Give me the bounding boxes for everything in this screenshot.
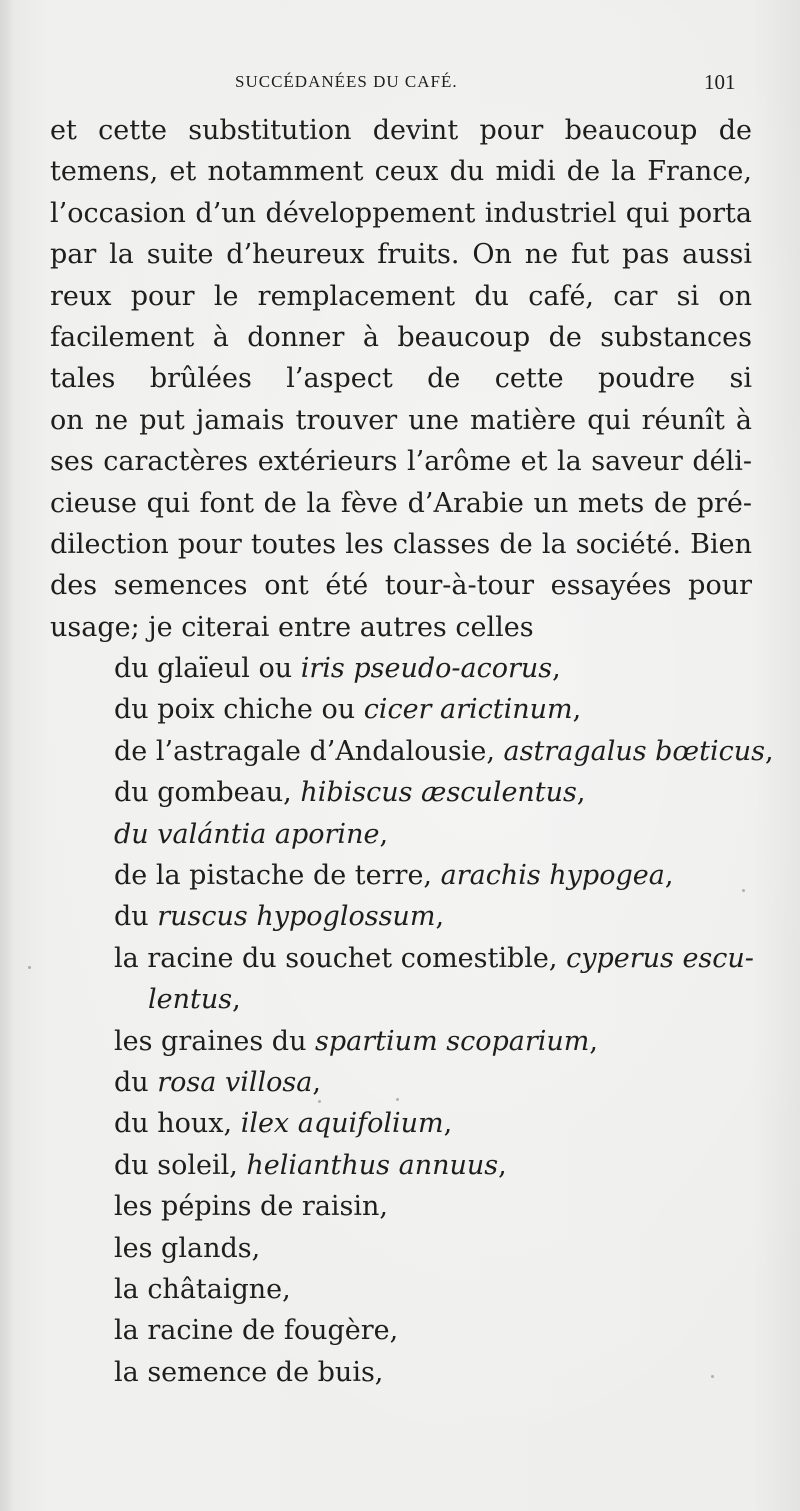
latin-name: spartium scoparium <box>315 1025 590 1057</box>
print-speck <box>396 1098 399 1101</box>
list-item <box>50 1145 752 1186</box>
text-line: et cette substitution devint pour beaucoup de <box>50 115 752 146</box>
latin-name: arachis hypogea <box>440 860 665 892</box>
list-item-text: du glaïeul ou <box>114 653 301 685</box>
list-item-text: la semence de buis, <box>114 1356 384 1388</box>
latin-name: cyperus escu- <box>566 942 754 974</box>
text-line: on ne put jamais trouver une matière qui réunît à <box>50 404 752 436</box>
running-header <box>0 66 800 102</box>
list-item <box>50 1062 752 1103</box>
list-item <box>50 896 752 937</box>
text-line: par la suite d’heureux fruits. On ne fut pas aussi <box>50 239 752 271</box>
list-item-text: , <box>552 653 561 685</box>
running-head-title: SUCCÉDANÉES DU CAFÉ. <box>235 72 458 91</box>
print-speck <box>28 966 31 969</box>
latin-name: cicer arictinum <box>363 694 573 726</box>
list-item <box>50 1352 752 1393</box>
list-item-text: du gombeau, <box>114 777 301 809</box>
list-item-text: , <box>589 1025 598 1057</box>
list-item <box>50 979 752 1020</box>
latin-name: helianthus annuus <box>246 1149 499 1181</box>
latin-name: ilex aquifolium <box>240 1108 444 1140</box>
list-item-text: de la pistache de terre, <box>114 860 441 892</box>
list-item <box>50 772 752 813</box>
list-item-text: , <box>312 1066 321 1098</box>
print-speck <box>318 1100 321 1103</box>
list-item-text: , <box>379 818 389 850</box>
text-line: facilement à donner à beaucoup de substances <box>50 321 752 353</box>
list-item <box>50 855 752 896</box>
text-line: ses caractères extérieurs l’arôme et la saveur déli- <box>50 446 752 478</box>
list-item-text: du houx, <box>114 1108 241 1140</box>
list-item <box>50 1186 752 1227</box>
latin-name: hibiscus æsculentus <box>300 777 577 809</box>
latin-name: ruscus hypoglossum <box>157 901 436 933</box>
list-item-text: la racine de fougère, <box>114 1315 399 1347</box>
list-item-text: , <box>572 694 582 726</box>
list-item-text: , <box>498 1149 507 1181</box>
list-item <box>50 648 752 689</box>
list-item-text: du <box>114 901 158 933</box>
page-edge-shadow <box>0 0 14 1511</box>
list-item <box>50 1310 752 1351</box>
list-item-text: , <box>664 860 674 892</box>
list-item <box>50 731 774 772</box>
list-item-text: du soleil, <box>114 1149 247 1181</box>
latin-name: du valántia aporine <box>114 818 380 850</box>
list-item <box>50 1021 752 1062</box>
list-item-text: , <box>232 984 241 1016</box>
list-item-text: les graines du <box>114 1025 316 1057</box>
list-item <box>50 1228 752 1269</box>
text-line: cieuse qui font de la fève d’Arabie un mets de pré- <box>50 487 752 519</box>
list-item-text: la châtaigne, <box>114 1273 291 1305</box>
list-item <box>50 689 752 730</box>
body-text <box>50 110 774 1393</box>
text-line: tales brûlées l’aspect de cette poudre si <box>50 363 752 395</box>
latin-name: lentus <box>148 984 233 1016</box>
text-line: reux pour le remplacement du café, car si on <box>50 280 752 312</box>
list-item-text: , <box>764 735 774 767</box>
list-item-text: , <box>576 777 586 809</box>
latin-name: rosa villosa <box>157 1066 313 1098</box>
list-item-text: les glands, <box>114 1232 261 1264</box>
species-list <box>50 648 774 1393</box>
text-line: usage; je citerai entre autres celles <box>50 611 534 643</box>
latin-name: astragalus bœticus <box>503 735 765 767</box>
list-item <box>50 1269 752 1310</box>
page-number: 101 <box>704 70 736 94</box>
list-item-text: , <box>435 901 445 933</box>
print-speck <box>711 1375 714 1378</box>
list-item <box>50 814 752 855</box>
list-item-text: , <box>443 1108 453 1140</box>
paragraph <box>50 110 752 648</box>
list-item-text: la racine du souchet comestible, <box>114 942 567 974</box>
latin-name: iris pseudo-acorus <box>300 653 553 685</box>
list-item <box>50 1103 752 1144</box>
list-item-text: les pépins de raisin, <box>114 1191 389 1223</box>
list-item-text: du <box>114 1066 158 1098</box>
list-item-text: du poix chiche ou <box>114 694 364 726</box>
print-speck <box>742 889 745 892</box>
text-line: temens, et notamment ceux du midi de la France, <box>50 156 752 188</box>
list-item <box>50 938 752 979</box>
text-line: l’occasion d’un développement industriel qui porta <box>50 197 752 229</box>
list-item-text: de l’astragale d’Andalousie, <box>114 735 504 767</box>
text-line: dilection pour toutes les classes de la société. Bien <box>50 528 752 560</box>
text-line: des semences ont été tour-à-tour essayées pour <box>50 570 752 602</box>
